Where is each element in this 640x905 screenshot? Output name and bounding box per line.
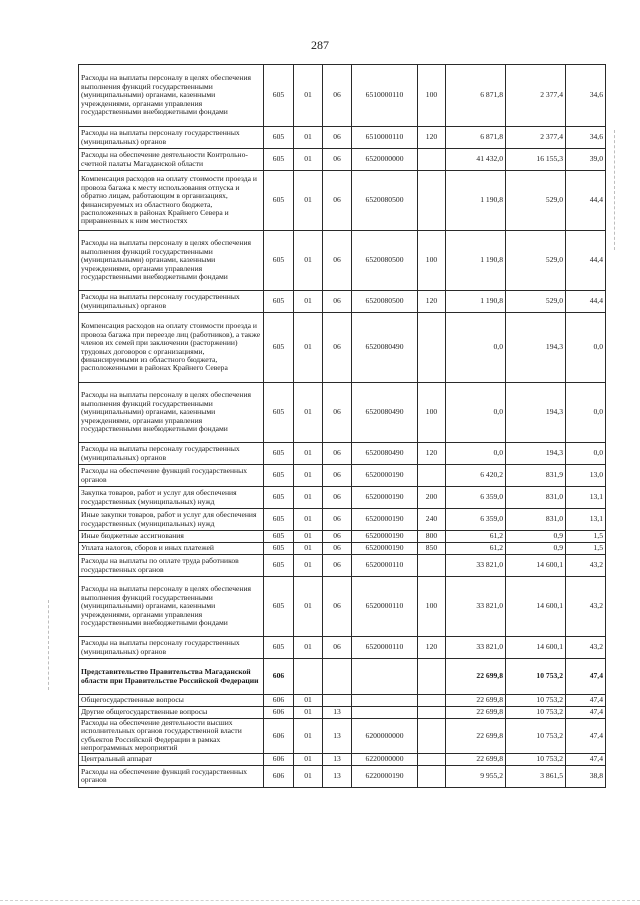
cell-executed-amount: 3 861,5 [506,765,566,787]
cell-admin-code: 606 [264,719,294,754]
cell-section-code: 01 [294,313,323,383]
cell-description: Уплата налогов, сборов и иных платежей [79,543,264,555]
cell-approved-amount: 41 432,0 [446,149,506,171]
cell-section-code: 01 [294,577,323,637]
cell-percent-executed: 43,2 [566,637,606,659]
table-row [79,543,606,555]
cell-subsection-code: 13 [323,707,352,719]
cell-expense-type [418,765,446,787]
cell-expense-type [418,659,446,695]
cell-description: Расходы на выплаты по оплате труда работников государственных органов [79,555,264,577]
cell-subsection-code: 06 [323,465,352,487]
cell-target-article: 6520080500 [352,291,418,313]
cell-executed-amount: 10 753,2 [506,707,566,719]
cell-approved-amount: 6 871,8 [446,127,506,149]
cell-description: Расходы на выплаты персоналу в целях обеспечения выполнения функций государственными (муниципальными) органами, казенными учреждениями, органами управления государственными внебюджетными фондами [79,65,264,127]
cell-expense-type [418,707,446,719]
cell-expense-type [418,695,446,707]
cell-approved-amount: 61,2 [446,543,506,555]
cell-target-article: 6510000110 [352,127,418,149]
table-row [79,231,606,291]
cell-percent-executed: 13,1 [566,487,606,509]
cell-description: Расходы на обеспечение деятельности высших исполнительных органов государственной власти субъектов Российской Федерации в рамках непрограммных мероприятий [79,719,264,754]
cell-expense-type: 100 [418,65,446,127]
cell-section-code: 01 [294,65,323,127]
cell-percent-executed: 38,8 [566,765,606,787]
cell-admin-code: 606 [264,707,294,719]
cell-executed-amount: 0,9 [506,531,566,543]
cell-target-article: 6520000190 [352,531,418,543]
cell-admin-code: 606 [264,753,294,765]
cell-executed-amount: 0,9 [506,543,566,555]
cell-approved-amount: 1 190,8 [446,231,506,291]
cell-expense-type: 120 [418,127,446,149]
cell-admin-code: 605 [264,171,294,231]
cell-target-article: 6520080500 [352,231,418,291]
cell-description: Расходы на выплаты персоналу государственных (муниципальных) органов [79,637,264,659]
cell-approved-amount: 33 821,0 [446,555,506,577]
cell-section-code: 01 [294,127,323,149]
scan-artifact-line [0,900,640,901]
cell-approved-amount: 61,2 [446,531,506,543]
cell-description: Центральный аппарат [79,753,264,765]
cell-target-article: 6520080500 [352,171,418,231]
cell-section-code: 01 [294,291,323,313]
table-row [79,443,606,465]
cell-admin-code: 605 [264,465,294,487]
cell-expense-type: 120 [418,443,446,465]
cell-subsection-code: 06 [323,443,352,465]
cell-admin-code: 605 [264,291,294,313]
table-row [79,291,606,313]
cell-target-article: 6520000110 [352,577,418,637]
cell-description: Расходы на выплаты персоналу в целях обеспечения выполнения функций государственными (муниципальными) органами, казенными учреждениями, органами управления государственными внебюджетными фондами [79,231,264,291]
cell-target-article: 6520000110 [352,555,418,577]
cell-subsection-code: 06 [323,171,352,231]
cell-expense-type [418,753,446,765]
cell-section-code: 01 [294,719,323,754]
table-row [79,637,606,659]
cell-subsection-code: 06 [323,149,352,171]
table-row [79,659,606,695]
cell-percent-executed: 47,4 [566,707,606,719]
cell-target-article: 6520000190 [352,543,418,555]
cell-executed-amount: 194,3 [506,443,566,465]
cell-section-code: 01 [294,637,323,659]
table-row [79,487,606,509]
cell-target-article: 6520080490 [352,313,418,383]
cell-section-code: 01 [294,509,323,531]
cell-target-article: 6510000110 [352,65,418,127]
cell-approved-amount: 6 359,0 [446,487,506,509]
cell-approved-amount: 22 699,8 [446,695,506,707]
cell-target-article: 6520080490 [352,443,418,465]
cell-section-code: 01 [294,171,323,231]
budget-table-body [79,65,606,788]
scan-artifact-line [48,600,49,690]
cell-expense-type: 800 [418,531,446,543]
cell-percent-executed: 1,5 [566,543,606,555]
cell-section-code [294,659,323,695]
cell-section-code: 01 [294,707,323,719]
cell-percent-executed: 34,6 [566,65,606,127]
cell-executed-amount: 14 600,1 [506,555,566,577]
cell-approved-amount: 0,0 [446,443,506,465]
cell-target-article: 6520080490 [352,383,418,443]
cell-target-article [352,659,418,695]
cell-percent-executed: 44,4 [566,231,606,291]
cell-expense-type [418,149,446,171]
cell-percent-executed: 47,4 [566,753,606,765]
cell-description: Расходы на выплаты персоналу государственных (муниципальных) органов [79,291,264,313]
cell-target-article: 6520000190 [352,487,418,509]
cell-expense-type: 100 [418,577,446,637]
cell-subsection-code: 06 [323,487,352,509]
cell-subsection-code: 06 [323,509,352,531]
cell-expense-type: 120 [418,637,446,659]
cell-percent-executed: 1,5 [566,531,606,543]
cell-executed-amount: 14 600,1 [506,577,566,637]
cell-admin-code: 606 [264,659,294,695]
table-row [79,65,606,127]
cell-section-code: 01 [294,531,323,543]
cell-subsection-code: 13 [323,719,352,754]
cell-expense-type: 240 [418,509,446,531]
cell-description: Закупка товаров, работ и услуг для обеспечения государственных (муниципальных) нужд [79,487,264,509]
cell-expense-type [418,171,446,231]
cell-target-article [352,707,418,719]
cell-executed-amount: 194,3 [506,313,566,383]
page-number: 287 [311,38,329,52]
cell-section-code: 01 [294,695,323,707]
cell-admin-code: 605 [264,383,294,443]
cell-approved-amount: 6 420,2 [446,465,506,487]
cell-description: Расходы на выплаты персоналу государственных (муниципальных) органов [79,127,264,149]
cell-approved-amount: 0,0 [446,313,506,383]
table-row [79,765,606,787]
cell-target-article: 6220000190 [352,765,418,787]
cell-executed-amount: 529,0 [506,291,566,313]
cell-approved-amount: 22 699,8 [446,719,506,754]
cell-percent-executed: 34,6 [566,127,606,149]
cell-subsection-code: 06 [323,531,352,543]
cell-subsection-code: 06 [323,291,352,313]
cell-description: Расходы на выплаты персоналу в целях обеспечения выполнения функций государственными (муниципальными) органами, казенными учреждениями, органами управления государственными внебюджетными фондами [79,577,264,637]
cell-admin-code: 605 [264,313,294,383]
cell-approved-amount: 6 871,8 [446,65,506,127]
cell-percent-executed: 39,0 [566,149,606,171]
cell-target-article: 6520000190 [352,465,418,487]
cell-executed-amount: 529,0 [506,231,566,291]
cell-executed-amount: 10 753,2 [506,719,566,754]
cell-approved-amount: 1 190,8 [446,291,506,313]
cell-executed-amount: 14 600,1 [506,637,566,659]
cell-executed-amount: 16 155,3 [506,149,566,171]
table-row [79,383,606,443]
cell-description: Иные бюджетные ассигнования [79,531,264,543]
cell-target-article: 6520000190 [352,509,418,531]
cell-description: Расходы на выплаты персоналу государственных (муниципальных) органов [79,443,264,465]
table-row [79,149,606,171]
table-row [79,753,606,765]
cell-description: Компенсация расходов на оплату стоимости проезда и провоза багажа при переезде лиц (работников), а также членов их семей при заключении (расторжении) трудовых договоров с организациями, финансируемыми из областного бюджета, расположенными в районах Крайнего Севера [79,313,264,383]
cell-description: Расходы на обеспечение деятельности Контрольно-счетной палаты Магаданской области [79,149,264,171]
cell-subsection-code: 06 [323,555,352,577]
cell-percent-executed: 47,4 [566,695,606,707]
cell-subsection-code: 06 [323,543,352,555]
cell-target-article: 6520000000 [352,149,418,171]
cell-description: Иные закупки товаров, работ и услуг для обеспечения государственных (муниципальных) нужд [79,509,264,531]
cell-description: Расходы на обеспечение функций государственных органов [79,465,264,487]
cell-section-code: 01 [294,149,323,171]
cell-executed-amount: 831,0 [506,487,566,509]
cell-approved-amount: 33 821,0 [446,577,506,637]
table-row [79,509,606,531]
cell-percent-executed: 47,4 [566,719,606,754]
cell-approved-amount: 1 190,8 [446,171,506,231]
cell-percent-executed: 44,4 [566,291,606,313]
cell-expense-type [418,719,446,754]
cell-admin-code: 605 [264,149,294,171]
table-row [79,577,606,637]
cell-section-code: 01 [294,543,323,555]
cell-expense-type [418,313,446,383]
cell-subsection-code [323,659,352,695]
cell-subsection-code: 06 [323,637,352,659]
cell-admin-code: 606 [264,695,294,707]
cell-executed-amount: 529,0 [506,171,566,231]
table-row [79,695,606,707]
scan-artifact-line [614,130,615,250]
cell-section-code: 01 [294,765,323,787]
cell-approved-amount: 22 699,8 [446,707,506,719]
cell-expense-type: 200 [418,487,446,509]
cell-expense-type: 100 [418,231,446,291]
cell-executed-amount: 10 753,2 [506,659,566,695]
cell-target-article [352,695,418,707]
table-row [79,719,606,754]
cell-percent-executed: 43,2 [566,555,606,577]
cell-percent-executed: 0,0 [566,443,606,465]
cell-description: Представительство Правительства Магаданской области при Правительстве Российской Федерации [79,659,264,695]
cell-admin-code: 605 [264,231,294,291]
cell-admin-code: 605 [264,509,294,531]
cell-executed-amount: 2 377,4 [506,65,566,127]
table-row [79,171,606,231]
cell-section-code: 01 [294,443,323,465]
cell-description: Компенсация расходов на оплату стоимости проезда и провоза багажа к месту использования отпуска и обратно лицам, работающим в организациях, финансируемых из областного бюджета, расположенных в районах Крайнего Севера и приравненных к ним местностях [79,171,264,231]
cell-admin-code: 605 [264,443,294,465]
cell-admin-code: 605 [264,543,294,555]
table-row [79,707,606,719]
cell-approved-amount: 22 699,8 [446,753,506,765]
cell-admin-code: 605 [264,637,294,659]
cell-admin-code: 605 [264,577,294,637]
cell-description: Другие общегосударственные вопросы [79,707,264,719]
cell-percent-executed: 0,0 [566,313,606,383]
cell-section-code: 01 [294,383,323,443]
table-row [79,313,606,383]
table-row [79,555,606,577]
cell-percent-executed: 44,4 [566,171,606,231]
cell-target-article: 6520000110 [352,637,418,659]
cell-subsection-code: 06 [323,127,352,149]
cell-admin-code: 605 [264,555,294,577]
cell-approved-amount: 0,0 [446,383,506,443]
cell-approved-amount: 33 821,0 [446,637,506,659]
cell-expense-type: 120 [418,291,446,313]
table-row [79,127,606,149]
cell-executed-amount: 831,9 [506,465,566,487]
cell-percent-executed: 43,2 [566,577,606,637]
cell-admin-code: 605 [264,127,294,149]
cell-subsection-code: 13 [323,753,352,765]
cell-description: Общегосударственные вопросы [79,695,264,707]
cell-expense-type: 100 [418,383,446,443]
cell-subsection-code [323,695,352,707]
cell-expense-type: 850 [418,543,446,555]
cell-section-code: 01 [294,231,323,291]
cell-section-code: 01 [294,465,323,487]
cell-executed-amount: 10 753,2 [506,695,566,707]
cell-executed-amount: 10 753,2 [506,753,566,765]
cell-subsection-code: 06 [323,313,352,383]
cell-section-code: 01 [294,555,323,577]
cell-target-article: 6200000000 [352,719,418,754]
table-row [79,465,606,487]
cell-admin-code: 605 [264,65,294,127]
cell-executed-amount: 194,3 [506,383,566,443]
cell-approved-amount: 6 359,0 [446,509,506,531]
cell-approved-amount: 9 955,2 [446,765,506,787]
cell-subsection-code: 06 [323,577,352,637]
cell-subsection-code: 06 [323,383,352,443]
cell-executed-amount: 2 377,4 [506,127,566,149]
cell-percent-executed: 13,1 [566,509,606,531]
cell-expense-type [418,465,446,487]
cell-admin-code: 605 [264,531,294,543]
cell-percent-executed: 47,4 [566,659,606,695]
cell-percent-executed: 13,0 [566,465,606,487]
cell-subsection-code: 06 [323,65,352,127]
cell-expense-type [418,555,446,577]
cell-description: Расходы на выплаты персоналу в целях обеспечения выполнения функций государственными (муниципальными) органами, казенными учреждениями, органами управления государственными внебюджетными фондами [79,383,264,443]
cell-executed-amount: 831,0 [506,509,566,531]
cell-section-code: 01 [294,487,323,509]
cell-description: Расходы на обеспечение функций государственных органов [79,765,264,787]
cell-subsection-code: 13 [323,765,352,787]
cell-approved-amount: 22 699,8 [446,659,506,695]
cell-section-code: 01 [294,753,323,765]
cell-target-article: 6220000000 [352,753,418,765]
cell-subsection-code: 06 [323,231,352,291]
table-row [79,531,606,543]
cell-admin-code: 606 [264,765,294,787]
cell-percent-executed: 0,0 [566,383,606,443]
budget-table [78,64,606,788]
cell-admin-code: 605 [264,487,294,509]
